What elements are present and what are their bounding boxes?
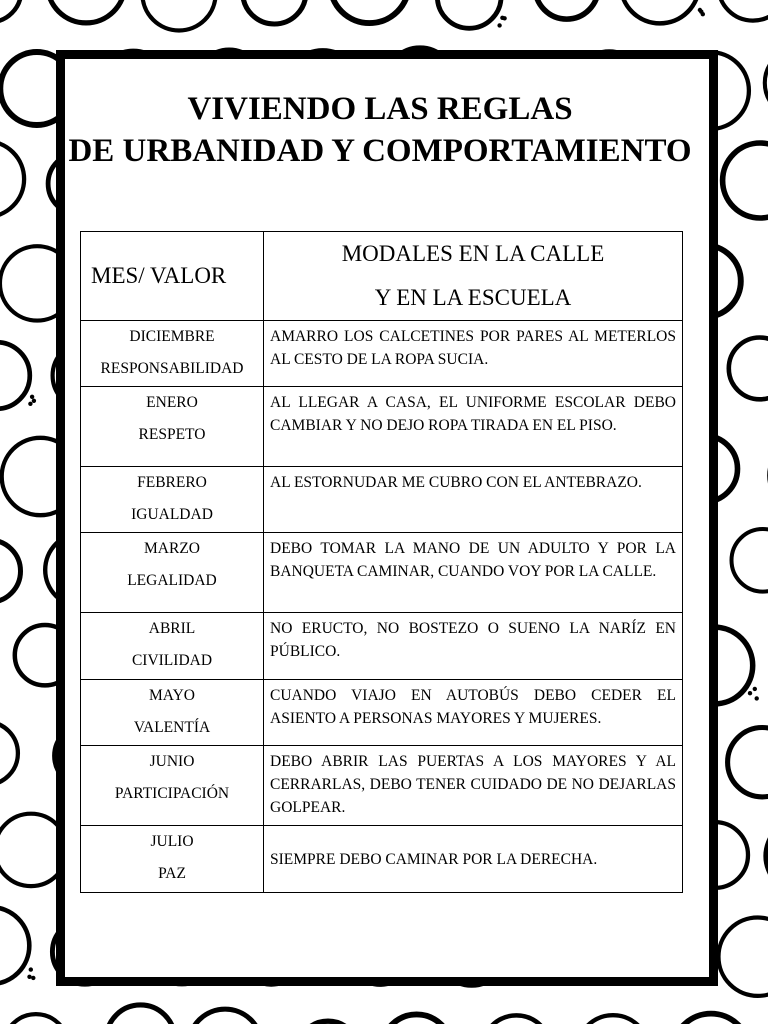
month-value-cell (81, 746, 264, 826)
table-row (81, 680, 683, 746)
decorative-dot (701, 12, 705, 16)
decorative-dot (497, 23, 501, 27)
title-line-2: DE URBANIDAD Y COMPORTAMIENTO (68, 133, 692, 169)
rule-text: AL LLEGAR A CASA, EL UNIFORME ESCOLAR DEBO CAMBIAR Y NO DEJO ROPA TIRADA EN EL PISO. (264, 387, 683, 467)
month-label: ENERO (146, 394, 198, 411)
decorative-circle (719, 918, 768, 996)
decorative-circle (106, 1005, 174, 1024)
decorative-dot (748, 691, 752, 695)
month-value-cell (81, 321, 264, 387)
decorative-circle (4, 1014, 68, 1024)
decorative-dot (30, 395, 34, 399)
value-label: LEGALIDAD (127, 572, 217, 589)
decorative-dot (500, 16, 504, 20)
decorative-dot (28, 402, 32, 406)
value-label: IGUALDAD (131, 506, 213, 523)
page-title (40, 88, 720, 172)
month-value-cell (81, 613, 264, 680)
value-label: CIVILIDAD (131, 652, 213, 669)
decorative-dot (753, 687, 757, 691)
value-label: RESPETO (138, 426, 206, 443)
decorative-circle (729, 338, 768, 400)
decorative-circle (732, 529, 768, 592)
decorative-circle (0, 722, 18, 785)
decorative-circle (0, 141, 24, 217)
decorative-circle (728, 728, 768, 797)
table-row (81, 533, 683, 613)
month-value-cell (81, 387, 264, 467)
rule-text: DEBO ABRIR LAS PUERTAS A LOS MAYORES Y AL CERRARLAS, DEBO TENER CUIDADO DE NO DEJARLAS GOLPEAR. (264, 746, 683, 826)
table-header-row (81, 232, 683, 321)
decorative-circle (330, 0, 409, 23)
decorative-circle (482, 1015, 551, 1024)
value-label: PARTICIPACIÓN (114, 785, 230, 802)
header-manners-line-1: MODALES EN LA CALLE (341, 241, 605, 266)
header-month-value: MES/ VALOR (81, 232, 264, 321)
decorative-circle (0, 342, 30, 409)
rule-text: SIEMPRE DEBO CAMINAR POR LA DERECHA. (264, 826, 683, 893)
month-label: JULIO (150, 833, 194, 850)
decorative-circle (243, 0, 306, 24)
table-row (81, 467, 683, 533)
decorative-circle (535, 0, 598, 19)
decorative-circle (0, 907, 29, 984)
table-row (81, 321, 683, 387)
rule-text: AMARRO LOS CALCETINES POR PARES AL METERLOS AL CESTO DE LA ROPA SUCIA. (264, 321, 683, 387)
decorative-circle (577, 1015, 649, 1024)
table-row (81, 746, 683, 826)
decorative-circle (673, 1014, 750, 1024)
rule-text: AL ESTORNUDAR ME CUBRO CON EL ANTEBRAZO. (264, 467, 683, 533)
table-row (81, 387, 683, 467)
rule-text: NO ERUCTO, NO BOSTEZO O SUENO LA NARÍZ EN PÚBLICO. (264, 613, 683, 680)
value-label: RESPONSABILIDAD (100, 360, 244, 377)
decorative-circle (437, 0, 501, 28)
decorative-dot (29, 967, 33, 971)
month-value-cell (81, 826, 264, 893)
header-manners (264, 232, 683, 321)
decorative-circle (189, 1009, 262, 1024)
decorative-dot (27, 975, 31, 979)
month-value-cell (81, 533, 264, 613)
decorative-circle (47, 0, 125, 23)
decorative-circle (142, 0, 215, 31)
value-label: VALENTÍA (133, 719, 211, 736)
decorative-circle (382, 1014, 452, 1024)
rules-table (80, 231, 683, 893)
table-row (81, 613, 683, 680)
decorative-circle (718, 0, 768, 21)
month-label: ABRIL (148, 620, 196, 637)
title-line-1: VIVIENDO LAS REGLAS (187, 91, 573, 127)
header-manners-line-2: Y EN LA ESCUELA (374, 285, 572, 310)
month-label: DICIEMBRE (129, 328, 215, 345)
table-row (81, 826, 683, 893)
month-label: MARZO (144, 540, 200, 557)
rule-text: DEBO TOMAR LA MANO DE UN ADULTO Y POR LA BANQUETA CAMINAR, CUANDO VOY POR LA CALLE. (264, 533, 683, 613)
rule-text: CUANDO VIAJO EN AUTOBÚS DEBO CEDER EL ASIENTO A PERSONAS MAYORES Y MUJERES. (264, 680, 683, 746)
decorative-circle (621, 0, 700, 23)
decorative-dot (32, 399, 36, 403)
month-label: FEBRERO (137, 474, 207, 491)
month-label: JUNIO (149, 753, 195, 770)
decorative-dot (31, 976, 35, 980)
month-value-cell (81, 467, 264, 533)
decorative-dot (755, 696, 759, 700)
month-label: MAYO (149, 687, 195, 704)
value-label: PAZ (158, 865, 186, 882)
decorative-circle (0, 0, 21, 22)
decorative-circle (0, 540, 21, 602)
decorative-circle (723, 143, 768, 218)
month-value-cell (81, 680, 264, 746)
